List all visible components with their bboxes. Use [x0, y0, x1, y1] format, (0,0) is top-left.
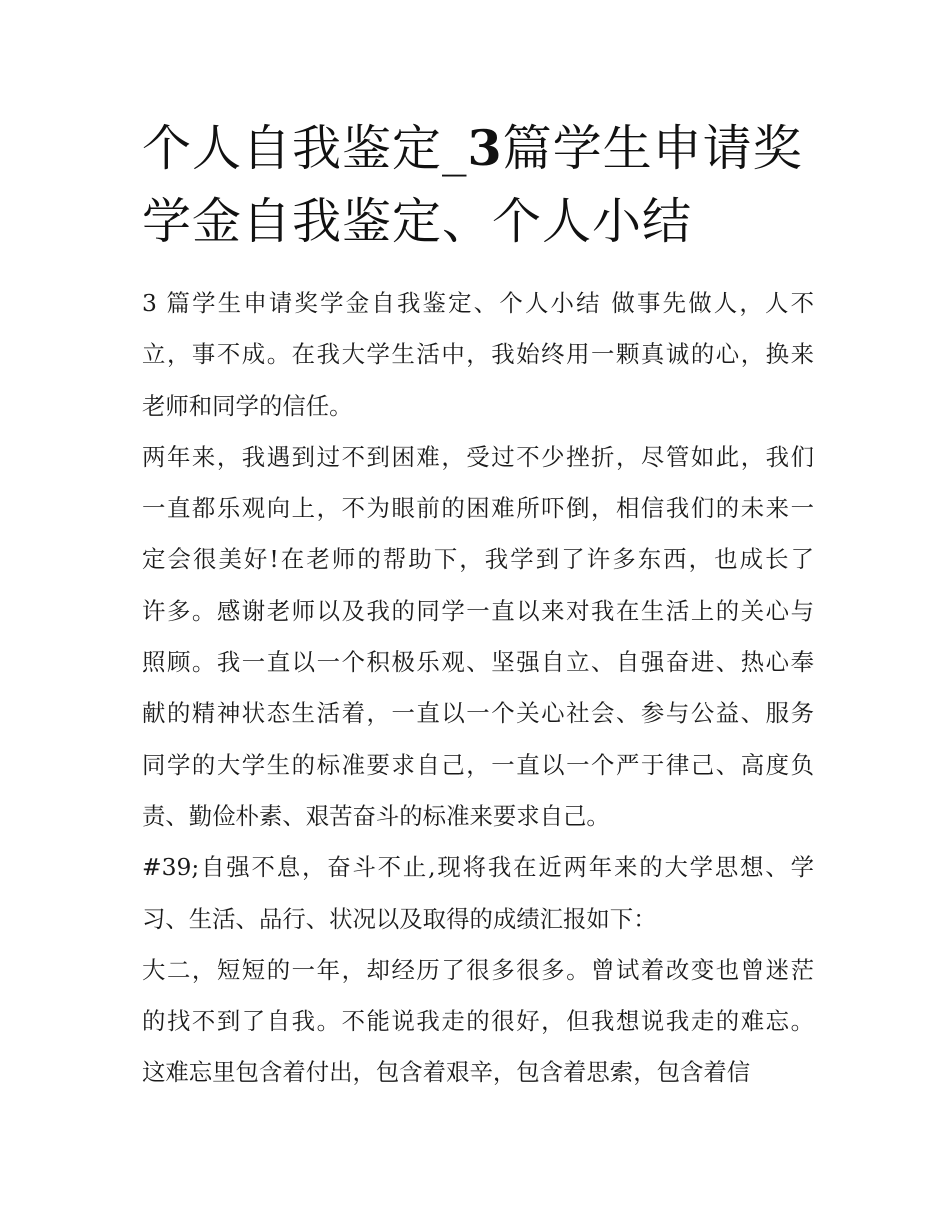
- title-line-1: [142, 112, 814, 185]
- paragraph-line: 大二，短短的一年，却经历了很多很多。曾试着改变也曾迷茫: [142, 955, 814, 984]
- paragraph-line: 照顾。我一直以一个积极乐观、坚强自立、自强奋进、热心奉: [142, 648, 814, 677]
- paragraph-line: 老师和同学的信任。: [142, 391, 353, 420]
- paragraph-line: 同学的大学生的标准要求自己，一直以一个严于律己、高度负: [142, 750, 814, 779]
- paragraph-3: [142, 842, 814, 945]
- title-line-1-suffix: 篇学生申请奖: [502, 120, 803, 177]
- paragraph-line: 立，事不成。在我大学生活中，我始终用一颗真诚的心，换来: [142, 340, 814, 369]
- paragraph-line: 习、生活、品行、状况以及取得的成绩汇报如下：: [142, 904, 657, 933]
- document-body: [142, 278, 814, 1099]
- paragraph-line: #39;自强不息，奋斗不止,现将我在近两年来的大学思想、学: [142, 853, 814, 882]
- title-line-2: 学金自我鉴定、个人小结: [142, 193, 693, 250]
- paragraph-line: 这难忘里包含着付出，包含着艰辛，包含着思索，包含着信: [142, 1058, 751, 1087]
- document-content: [142, 112, 814, 1099]
- paragraph-line: 定会很美好!在老师的帮助下，我学到了许多东西，也成长了: [142, 545, 814, 574]
- paragraph-line: 献的精神状态生活着，一直以一个关心社会、参与公益、服务: [142, 699, 814, 728]
- paragraph-2: [142, 432, 814, 842]
- title-line-1-prefix: 个人自我鉴定_: [142, 120, 468, 177]
- paragraph-line: 3 篇学生申请奖学金自我鉴定、个人小结 做事先做人，人不: [142, 289, 814, 317]
- paragraph-4: [142, 945, 814, 1099]
- paragraph-line: 两年来，我遇到过不到困难，受过不少挫折，尽管如此，我们: [142, 442, 814, 471]
- paragraph-line: 的找不到了自我。不能说我走的很好，但我想说我走的难忘。: [142, 1007, 814, 1036]
- document-title: [142, 112, 814, 258]
- paragraph-1: [142, 278, 814, 432]
- paragraph-line: 一直都乐观向上，不为眼前的困难所吓倒，相信我们的未来一: [142, 494, 814, 523]
- paragraph-line: 责、勤俭朴素、艰苦奋斗的标准来要求自己。: [142, 801, 610, 830]
- title-line-1-number: 3: [467, 119, 503, 177]
- paragraph-line: 许多。感谢老师以及我的同学一直以来对我在生活上的关心与: [142, 596, 814, 625]
